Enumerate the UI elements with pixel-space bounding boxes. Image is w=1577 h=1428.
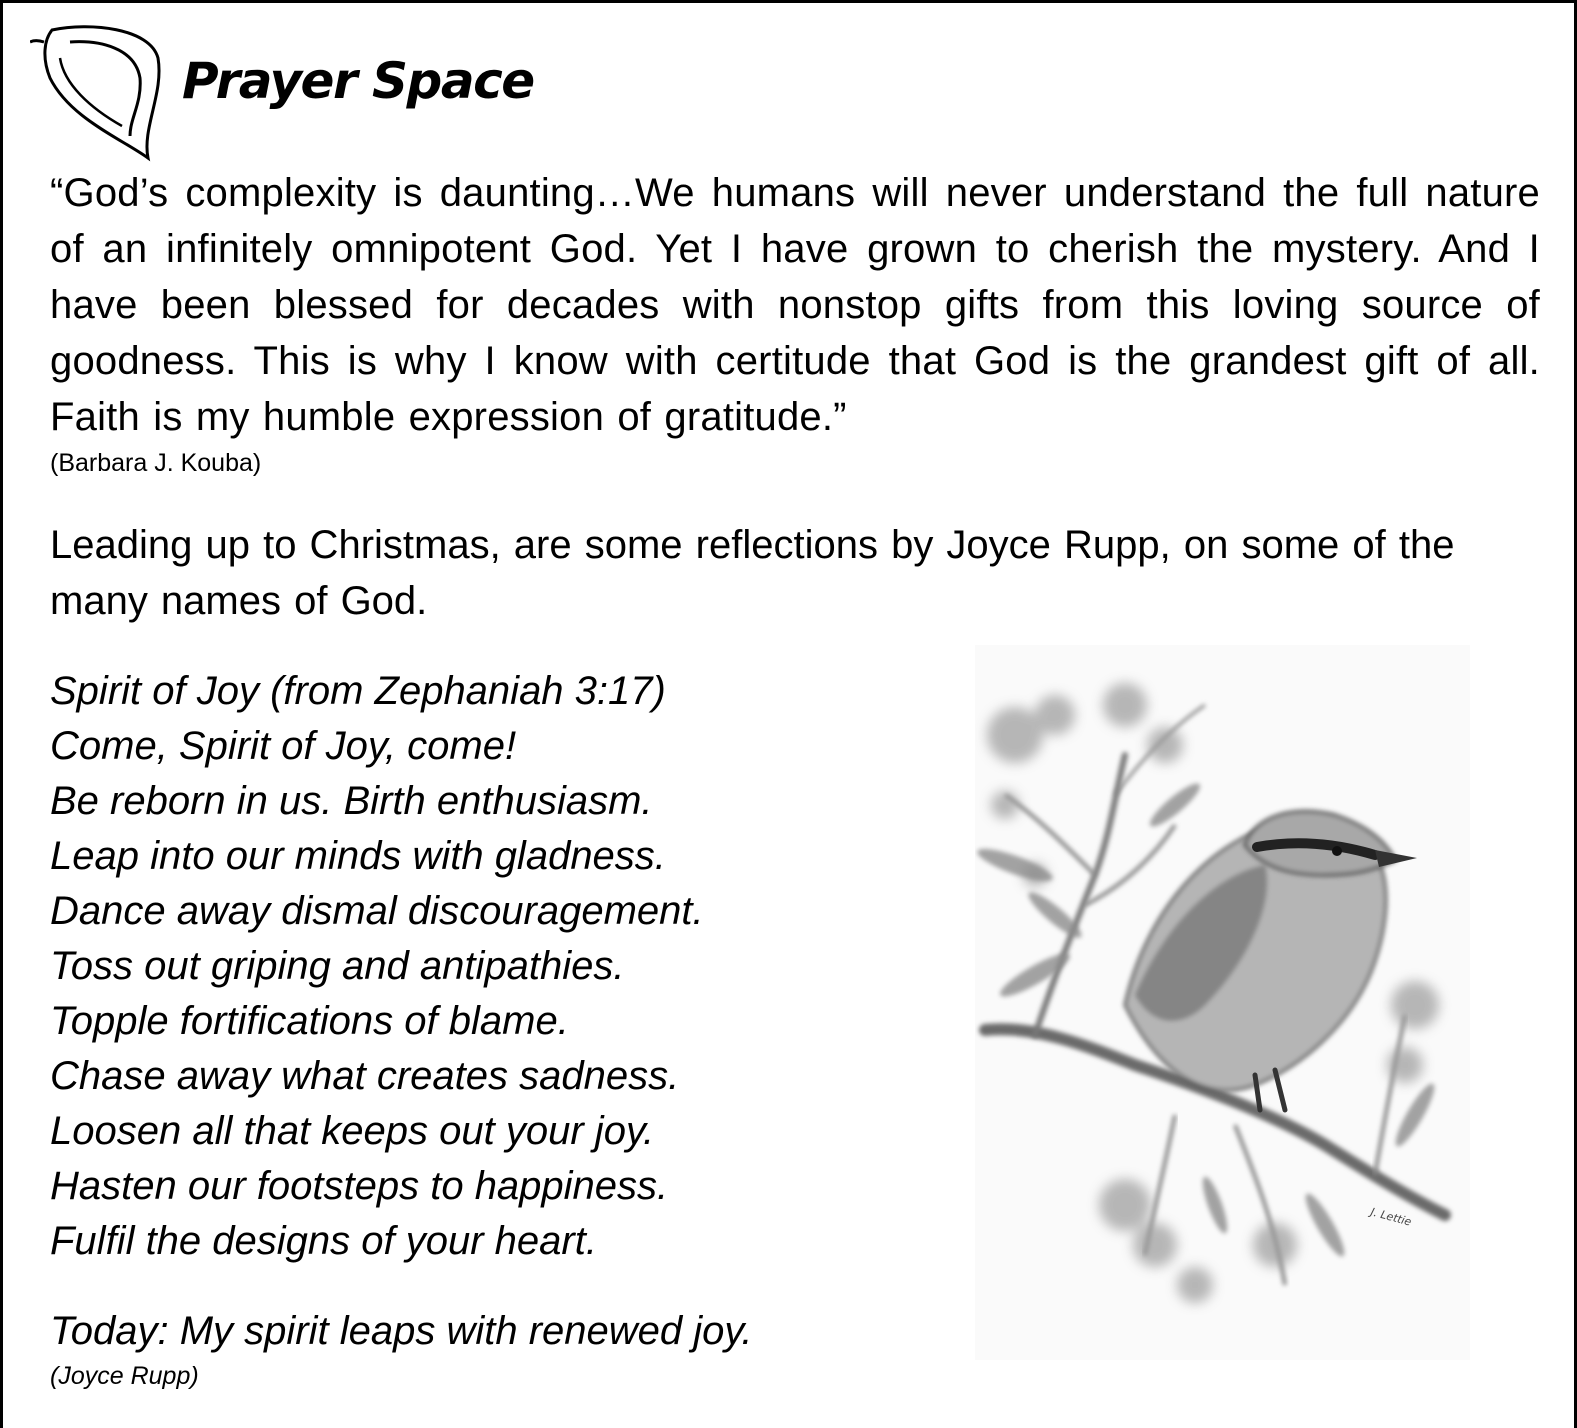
poem [50, 664, 950, 1393]
poem-line: Leap into our minds with gladness. [50, 834, 666, 878]
poem-line: Come, Spirit of Joy, come! [50, 724, 517, 768]
intro-paragraph: Leading up to Christmas, are some reflections by Joyce Rupp, on some of the many names of God. [50, 523, 1455, 623]
main-content [50, 165, 1540, 629]
leaf-icon [30, 18, 170, 168]
poem-line: Hasten our footsteps to happiness. [50, 1164, 669, 1208]
poem-line: Be reborn in us. Birth enthusiasm. [50, 779, 653, 823]
poem-line: Chase away what creates sadness. [50, 1054, 680, 1098]
poem-line: Dance away dismal discouragement. [50, 889, 704, 933]
illustration-signature: J. Lettie [1369, 1205, 1413, 1229]
bird-illustration [975, 645, 1470, 1360]
poem-line: Fulfil the designs of your heart. [50, 1219, 597, 1263]
today-line: Today: My spirit leaps with renewed joy. [50, 1309, 753, 1353]
page-title: Prayer Space [182, 52, 534, 110]
poem-line: Toss out griping and antipathies. [50, 944, 625, 988]
quote-paragraph: “God’s complexity is daunting…We humans will never understand the full nature of an infinitely omnipotent God. Yet I have grown to cherish the mystery. And I have been blessed for decades with nonstop gifts from this loving source of goodness. This is why I know with certitude that God is the grandest gift of all. Faith is my humble expression of gratitude.” [50, 171, 1540, 439]
poem-line: Topple fortifications of blame. [50, 999, 569, 1043]
poem-line: Loosen all that keeps out your joy. [50, 1109, 655, 1153]
poem-title: Spirit of Joy (from Zephaniah 3:17) [50, 669, 666, 713]
quote-attribution: (Barbara J. Kouba) [50, 449, 262, 477]
poem-attribution: (Joyce Rupp) [50, 1362, 199, 1390]
